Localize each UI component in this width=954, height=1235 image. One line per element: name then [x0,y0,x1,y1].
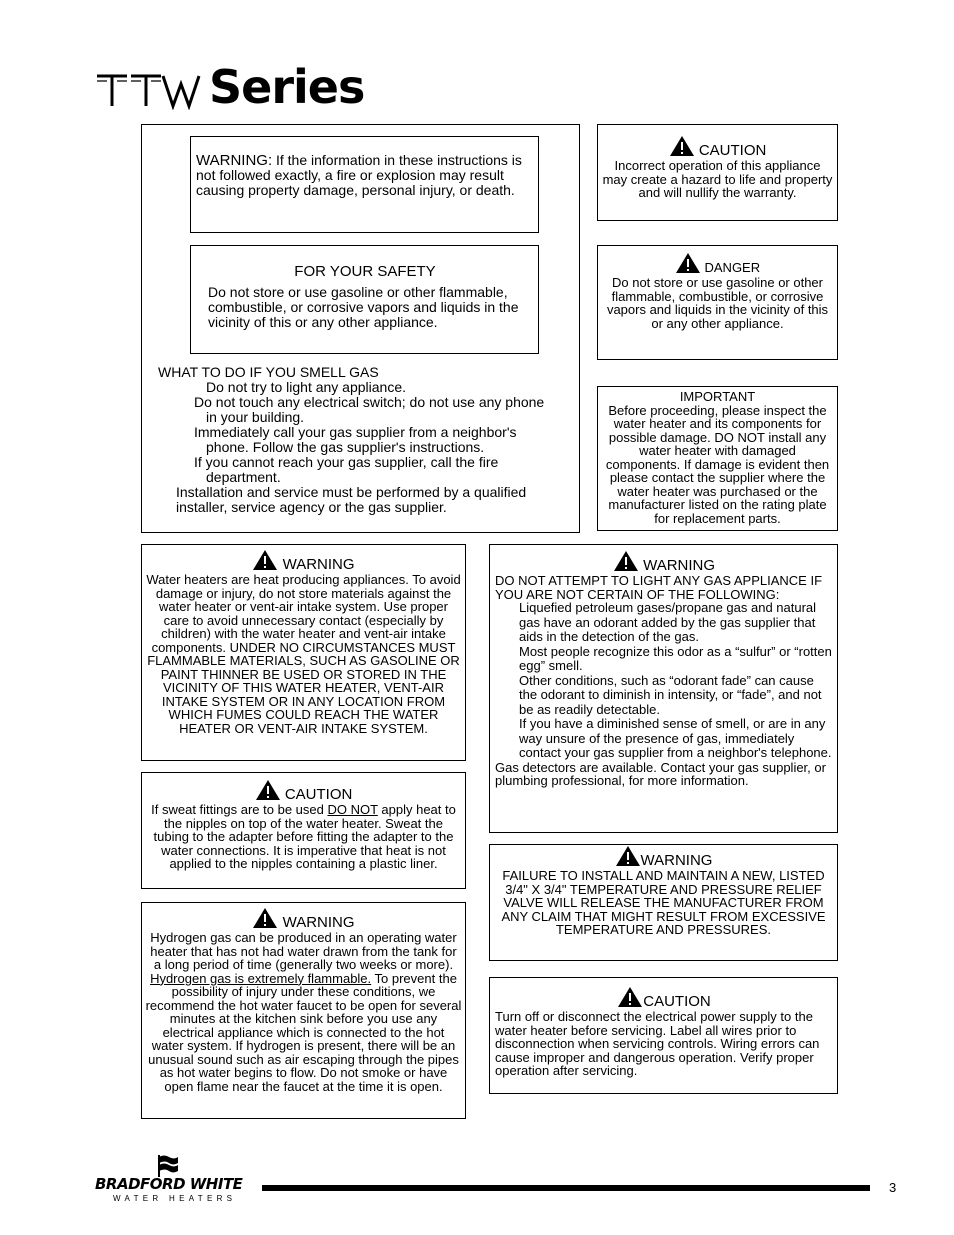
smell-gas-item: If you cannot reach your gas supplier, call the fire department. [194,454,499,485]
warning-text [196,153,530,198]
warning-hydrogen-box [141,902,466,1119]
safety-text: Do not store or use gasoline or other flammable, combustible, or corrosive vapors and liquids in the vicinity of this or any other appliance. [208,284,519,330]
danger-text: Do not store or use gasoline or other flammable, combustible, or corrosive vapors and liquids in the vicinity of this or any other appliance. [606,275,829,331]
brand-subtitle: WATER HEATERS [113,1194,237,1203]
warning-hydrogen-text [145,931,462,1093]
caution-sweat-text [145,803,462,871]
warning-heading [145,907,462,931]
caution-title: CAUTION [698,142,767,159]
caution-sweat-box [141,772,466,889]
warning-title: WARNING [282,556,355,573]
warning-title: WARNING [640,852,713,869]
warning-box [190,136,539,233]
warning-triangle-icon [255,779,281,801]
important-text: Before proceeding, please inspect the water heater and its components for possible damage. DO NOT install any water heater with damaged components. If damage is evident then please contact the supplier where the water heater was purchased or the manufacturer listed on the rating plate for replacement parts. [605,402,830,526]
caution-power-box [489,977,838,1094]
warning-relief-box [489,844,838,961]
warning-relief-text: FAILURE TO INSTALL AND MAINTAIN A NEW, LISTED 3/4" X 3/4" TEMPERATURE AND PRESSURE RELIEF VALVE WILL RELEASE THE MANUFACTURER FROM ANY CLAIM THAT MIGHT RESULT FROM EXCESSIVE TEMPERATURE AND PRESSURES. [501,868,826,937]
warning-heat-text: Water heaters are heat producing appliances. To avoid damage or injury, do not store materials against the water heater or vent-air intake system. Use proper care to avoid unnecessary contact (especially by children) with the water heater and vent-air intake components. UNDER NO CIRCUMSTANCES MUST FLAMMABLE MATERIALS, SUCH AS GASOLINE OR PAINT THINNER BE USED OR STORED IN THE VICINITY OF THIS WATER HEATER, VENT-AIR INTAKE SYSTEM OR IN ANY LOCATION FROM WHICH FUMES COULD REACH THE WATER HEATER OR VENT-AIR INTAKE SYSTEM. [146,572,461,736]
series-title [95,60,365,114]
warning-light-item: If you have a diminished sense of smell, or are in any way unsure of the presence of gas, immediately contact your gas supplier from a neighbor's telephone. [519,716,832,760]
warning-triangle-icon [669,135,695,157]
flag-logo-icon [157,1153,179,1177]
series-label: Series [209,60,365,114]
warning-triangle-icon [252,907,278,929]
caution-title: CAUTION [643,993,711,1010]
warning-body: If the information in these instructions is not followed exactly, a fire or explosion may result causing property damage, personal injury, or death. [196,152,522,198]
warning-triangle-icon [252,549,278,571]
warning-triangle-icon [613,550,639,572]
smell-gas-footer: Installation and service must be performed by a qualified installer, service agency or the gas supplier. [176,484,527,515]
main-safety-box [141,124,580,533]
smell-gas-item: Immediately call your gas supplier from a neighbor's phone. Follow the gas supplier's instructions. [194,424,517,455]
smell-gas-section [158,365,558,515]
caution-heading [145,779,462,803]
warning-heading [146,549,461,573]
warning-title: WARNING [643,557,716,574]
caution-heading [495,986,833,1010]
warning-heat-box [141,544,466,761]
ttw-logo-icon [95,70,201,110]
bradford-white-logo [95,1153,255,1205]
warning-title: WARNING [282,914,355,931]
caution-power-text: Turn off or disconnect the electrical power supply to the water heater before servicing. Label all wires prior to disconnection when servicing controls. Wiring errors can cause improper and dangerous operation. Verify proper operation after servicing. [495,1009,820,1078]
caution-sweat-text-after: apply heat to the nipples on top of the water heater. Sweat the tubing to the adapter before fitting the adapter to the water connections. It is imperative that heat is not applied to the nipples containing a plastic liner. [153,802,456,871]
caution-sweat-text-before: If sweat fittings are to be used [151,802,328,817]
warning-hydrogen-emphasis: Hydrogen gas is extremely flammable. [150,970,372,986]
caution-operation-box [597,124,838,221]
caution-text: Incorrect operation of this appliance may create a hazard to life and property and will nullify the warranty. [602,158,833,200]
caution-sweat-emphasis: DO NOT [327,802,378,817]
warning-triangle-icon [615,845,641,867]
caution-title: CAUTION [284,786,353,803]
warning-triangle-icon [617,986,643,1008]
warning-triangle-icon [675,252,701,274]
caution-heading [602,135,833,159]
warning-hydrogen-text-after: To prevent the possibility of injury under these conditions, we recommend the hot water faucet to be open for several minutes at the kitchen sink before you use any electrical appliance which is connected to the hot water system. If hydrogen is present, there will be an unusual sound such as air escaping through the pipes as hot water begins to flow. Do not smoke or have open flame near the faucet at the time it is open. [145,970,462,1094]
safety-title: FOR YOUR SAFETY [294,263,436,280]
smell-gas-title: WHAT TO DO IF YOU SMELL GAS [158,364,379,380]
important-box [597,386,838,531]
important-title: IMPORTANT [679,389,756,404]
warning-heading [494,845,833,869]
warning-hydrogen-text-before: Hydrogen gas can be produced in an operating water heater that has not had water drawn from the tank for a long period of time (generally two weeks or more). [150,930,457,972]
warning-light-box [489,544,838,833]
warning-light-item: Most people recognize this odor as a “sulfur” or “rotten egg” smell. [519,643,832,673]
warning-light-intro: DO NOT ATTEMPT TO LIGHT ANY GAS APPLIANCE IF YOU ARE NOT CERTAIN OF THE FOLLOWING: [495,573,823,602]
warning-label: WARNING: [196,152,273,169]
danger-heading [602,252,833,276]
danger-box [597,245,838,360]
brand-name: BRADFORD WHITE [95,1175,243,1193]
warning-light-footer: Gas detectors are available. Contact your gas supplier, or plumbing professional, for more information. [495,759,826,788]
smell-gas-item: Do not try to light any appliance. [206,379,407,395]
warning-light-item: Other conditions, such as “odorant fade” can cause the odorant to diminish in intensity, or “fade”, and not be as readily detectable. [519,672,822,717]
page-number: 3 [889,1180,897,1195]
footer-rule [262,1185,870,1191]
danger-title: DANGER [704,260,761,275]
warning-heading [495,550,833,574]
safety-box [190,245,539,354]
smell-gas-item: Do not touch any electrical switch; do not use any phone in your building. [194,394,545,425]
warning-light-item: Liquefied petroleum gases/propane gas and natural gas have an odorant added by the gas supplier that aids in the detection of the gas. [519,600,817,644]
